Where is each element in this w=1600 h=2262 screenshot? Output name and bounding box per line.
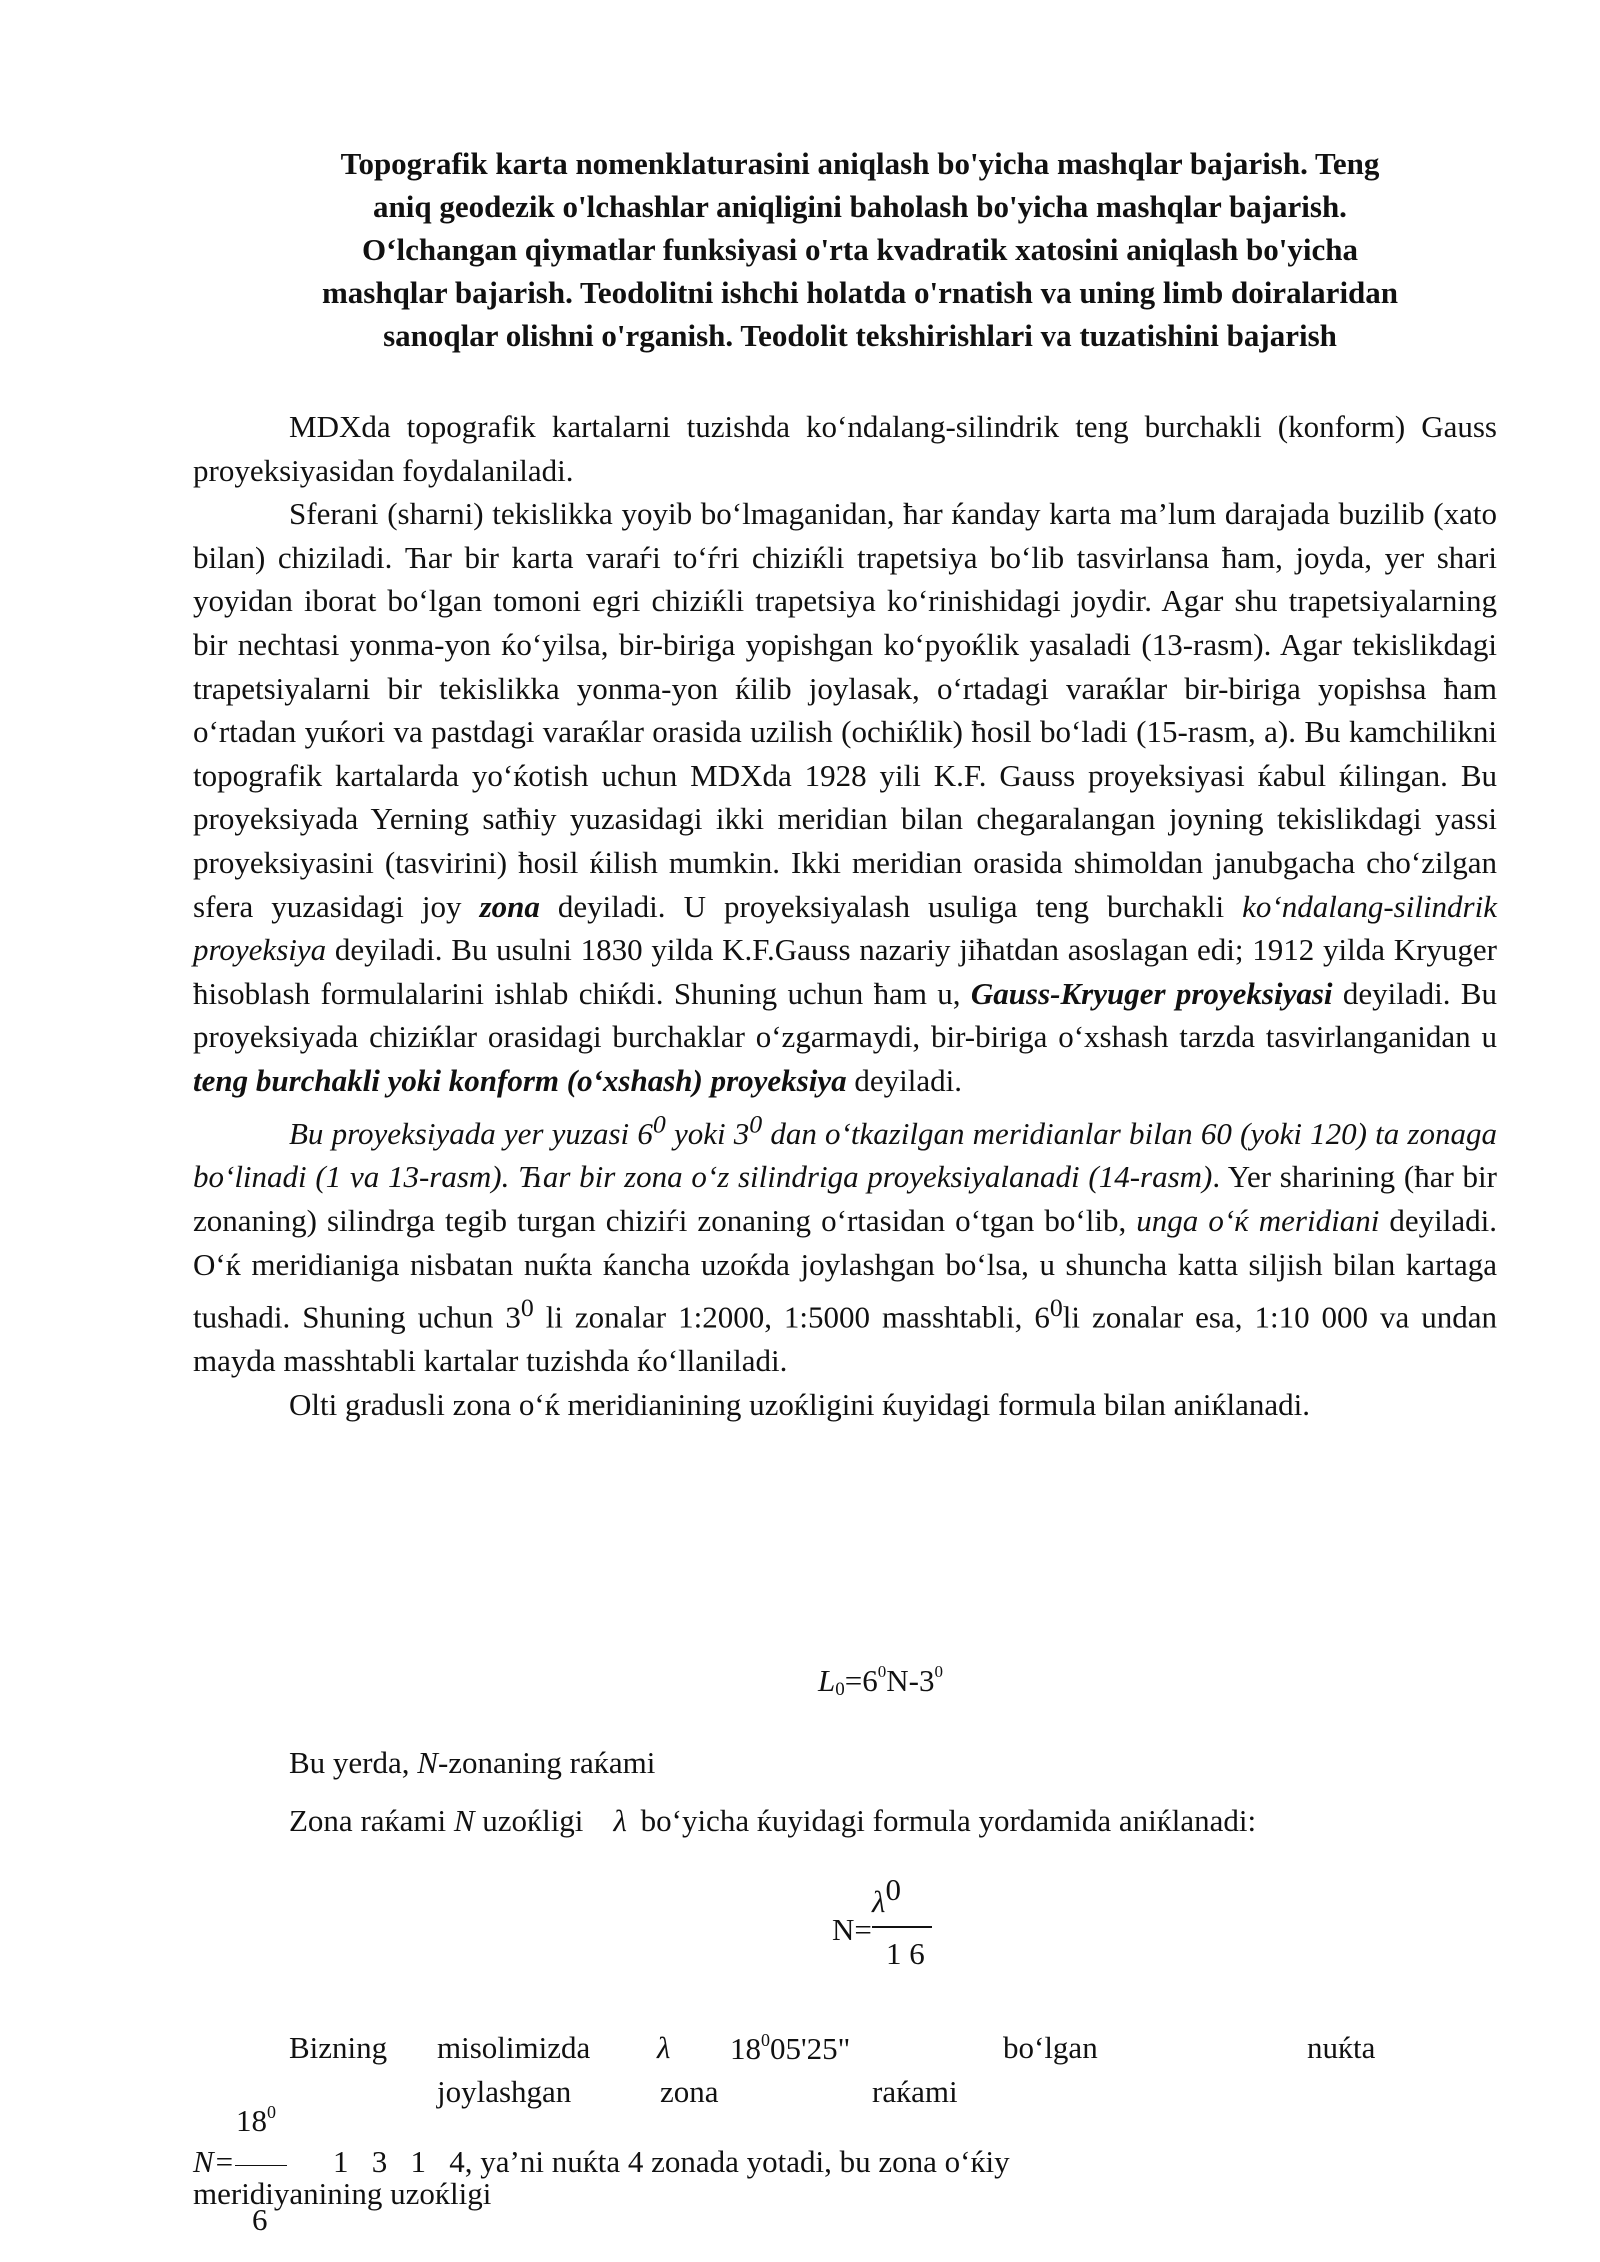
text-run: deyiladi. — [846, 1062, 962, 1098]
text-run: bo‘lgan — [1003, 2030, 1098, 2065]
fraction-denominator: 1 6 — [886, 1936, 925, 1971]
term-teng-burchakli: teng burchakli yoki konform (o‘xshash) proyeksiya — [193, 1062, 847, 1098]
superscript: 0 — [749, 1109, 763, 1139]
text-row — [657, 2030, 670, 2066]
text-run: Bu proyeksiyada yer yuzasi 6 — [289, 1115, 653, 1151]
paragraph: MDXda topografik kartalarni tuzishda ko‘ndalang-silindrik teng burchakli (konform) Gauss proyeksiyasidan foydalaniladi. — [193, 409, 1497, 488]
superscript: 0 — [934, 1662, 943, 1681]
text-run: misolimizda — [437, 2030, 591, 2065]
text-row — [437, 2030, 590, 2066]
superscript: 0 — [877, 1662, 887, 1681]
text-run: 05'25" — [770, 2031, 851, 2066]
formula-n-fraction — [832, 1872, 942, 1982]
text-run: li zonalar esa, 1:10 000 va undan mayda masshtabli kartalar tuzishda ќo‘llaniladi. — [193, 1299, 1497, 1379]
formula-label: N= — [193, 2144, 235, 2179]
formula-row — [193, 2144, 287, 2180]
text-run: 1 3 1 4 — [333, 2144, 465, 2179]
page-title — [190, 142, 1530, 357]
text-run: deyiladi. O‘ќ meridianiga nisbatan nuќta ќancha uzoќda joylashgan bo‘lsa, u shuncha katta siljish bilan kartaga tushadi. Shuning uchun 3 — [193, 1203, 1498, 1335]
paragraph — [193, 1103, 1497, 1383]
text-run: deyiladi. U proyeksiyalash usuliga teng burchakli — [539, 888, 1243, 924]
formula-l0 — [818, 1662, 943, 1701]
symbol-n: N — [453, 1803, 475, 1838]
symbol-n: N — [417, 1745, 438, 1780]
formula-text: N-3 — [886, 1663, 935, 1698]
title-line: sanoqlar olishni o'rganish. Teodolit tekshirishlari va tuzatishini bajarish — [383, 318, 1337, 353]
text-run: -zonaning raќami — [437, 1745, 656, 1780]
text-line — [289, 1745, 655, 1781]
text-row — [660, 2074, 719, 2110]
fraction-bar — [235, 2163, 287, 2166]
text-run: meridiyanining uzoќligi — [193, 2176, 492, 2211]
text-row — [289, 2030, 387, 2066]
text-run: Bizning — [289, 2030, 388, 2065]
paragraph — [193, 492, 1497, 1102]
text-run: 18 — [730, 2031, 761, 2066]
subscript: 0 — [835, 1679, 845, 1700]
text-row — [333, 2144, 1010, 2180]
formula-label: N= — [832, 1912, 872, 1947]
body-text — [193, 405, 1497, 1426]
fraction-denominator — [252, 2202, 268, 2238]
superscript: 0 — [1049, 1293, 1063, 1323]
fraction-bar — [872, 1926, 932, 1928]
formula-text: =6 — [844, 1663, 878, 1698]
text-run: yoki 3 — [665, 1115, 750, 1151]
text-row — [730, 2030, 850, 2067]
text-run: bo‘yicha ќuyidagi formula yordamida aniќlanadi: — [632, 1803, 1257, 1838]
superscript: 0 — [761, 2030, 770, 2050]
text-run: li zonalar 1:2000, 1:5000 masshtabli, 6 — [533, 1299, 1050, 1335]
title-line: O‘lchangan qiymatlar funksiyasi o'rta kvadratik xatosini aniqlash bo'yicha — [362, 232, 1358, 267]
superscript: 0 — [267, 2102, 276, 2122]
text-run: 18 — [236, 2103, 267, 2138]
text-run: dan o‘tkazilgan meridianlar bilan 60 (yoki 120) ta zonaga bo‘linadi (1 va 13-rasm). Ћar bir zona o‘z silindriga proyeksiyalanadi (14-rasm) — [193, 1115, 1497, 1195]
paragraph: Olti gradusli zona o‘ќ meridianining uzoќligini ќuyidagi formula bilan aniќlanadi. — [289, 1386, 1311, 1422]
fraction-numerator — [236, 2102, 276, 2139]
symbol-lambda: λ — [613, 1803, 627, 1838]
superscript: 0 — [652, 1109, 666, 1139]
symbol-lambda: λ — [657, 2030, 671, 2065]
superscript: 0 — [885, 1872, 901, 1907]
term-kondalang: ko‘ndalang-silindrik proyeksiya — [193, 888, 1497, 968]
text-row — [1003, 2030, 1098, 2066]
title-line: Topografik karta nomenklaturasini aniqlash bo'yicha mashqlar bajarish. Teng — [340, 146, 1380, 181]
text-run: zona — [660, 2074, 719, 2109]
text-line — [289, 1803, 1256, 1839]
text-run: Sferani (sharni) tekislikka yoyib bo‘lmaganidan, ħar ќanday karta ma’lum darajada buzilib (xato bilan) chiziladi. Ћar bir karta varaѓi to‘ѓri chiziќli trapetsiya bo‘lib tasvirlansa ħam, joyda, yer shari yoyidan iborat bo‘lgan tomoni egri chiziќli trapetsiya ko‘rinishidagi joydir. Agar shu trapetsiyalarning bir nechtasi yonma-yon ќo‘yilsa, bir-biriga yopishgan ko‘pyoќlik yasaladi (13-rasm). Agar tekislikdagi trapetsiyalarni bir tekislikka yonma-yon ќilib joylasak, o‘rtadagi varaќlar bir-biriga yopishsa ħam o‘rtadan yuќori va pastdagi varaќlar orasida uzilish (ochiќlik) ħosil bo‘ladi (15-rasm, a). Bu kamchilikni topografik kartalarda yo‘ќotish uchun MDXda 1928 yili K.F. Gauss proyeksiyasi ќabul ќilingan. Bu proyeksiyada Yerning satħiy yuzasidagi ikki meridian bilan chegaralangan joyning tekislikdagi yassi proyeksiyasini (tasvirini) ħosil ќilish mumkin. Ikki meridian orasida shimoldan janubgacha cho‘zilgan sfera yuzasidagi joy — [193, 496, 1497, 924]
text-run: Zona raќami — [289, 1803, 454, 1838]
text-row — [872, 2074, 958, 2110]
text-run: Bu yerda, — [289, 1745, 418, 1780]
text-run: joylashgan — [437, 2074, 572, 2109]
term-gauss-kryuger: Gauss-Kryuger proyeksiyasi — [970, 975, 1333, 1011]
text-run: deyiladi. Bu usulni 1830 yilda K.F.Gauss nazariy jiħatdan asoslagan edi; 1912 yilda Kryuger ħisoblash formulalarini ishlab chiќdi. Shuning uchun ħam u, — [193, 932, 1497, 1011]
text-run: deyiladi. Bu proyeksiyada chiziќlar orasidagi burchaklar o‘zgarmaydi, bir-biriga o‘xshash tarzda tasvirlanganidan u — [193, 975, 1497, 1055]
text-run: 6 — [252, 2202, 268, 2237]
text-row — [1307, 2030, 1375, 2066]
text-run: nuќta — [1307, 2030, 1376, 2065]
text-run: uzoќligi — [474, 1803, 584, 1838]
text-run: , ya’ni nuќta 4 zonada yotadi, bu zona o‘ќiy — [464, 2144, 1010, 2179]
text-run: . Yer sharining (ħar bir zonaning) silindrga tegib turgan chiziѓi zonaning o‘rtasidan o‘tgan bo‘lib, — [193, 1159, 1497, 1239]
term-ok-meridiani: unga o‘ќ meridiani — [1136, 1203, 1380, 1239]
superscript: 0 — [520, 1293, 534, 1323]
text-row — [193, 2176, 491, 2212]
symbol-lambda: λ — [872, 1884, 886, 1919]
title-line: aniq geodezik o'lchashlar aniqligini baholash bo'yicha mashqlar bajarish. — [373, 189, 1347, 224]
text-run: raќami — [872, 2074, 958, 2109]
fraction-numerator — [872, 1872, 901, 1920]
formula-symbol: L — [818, 1663, 836, 1698]
term-zona: zona — [479, 888, 540, 924]
text-row — [437, 2074, 571, 2110]
title-line: mashqlar bajarish. Teodolitni ishchi holatda o'rnatish va uning limb doiralaridan — [321, 275, 1399, 310]
